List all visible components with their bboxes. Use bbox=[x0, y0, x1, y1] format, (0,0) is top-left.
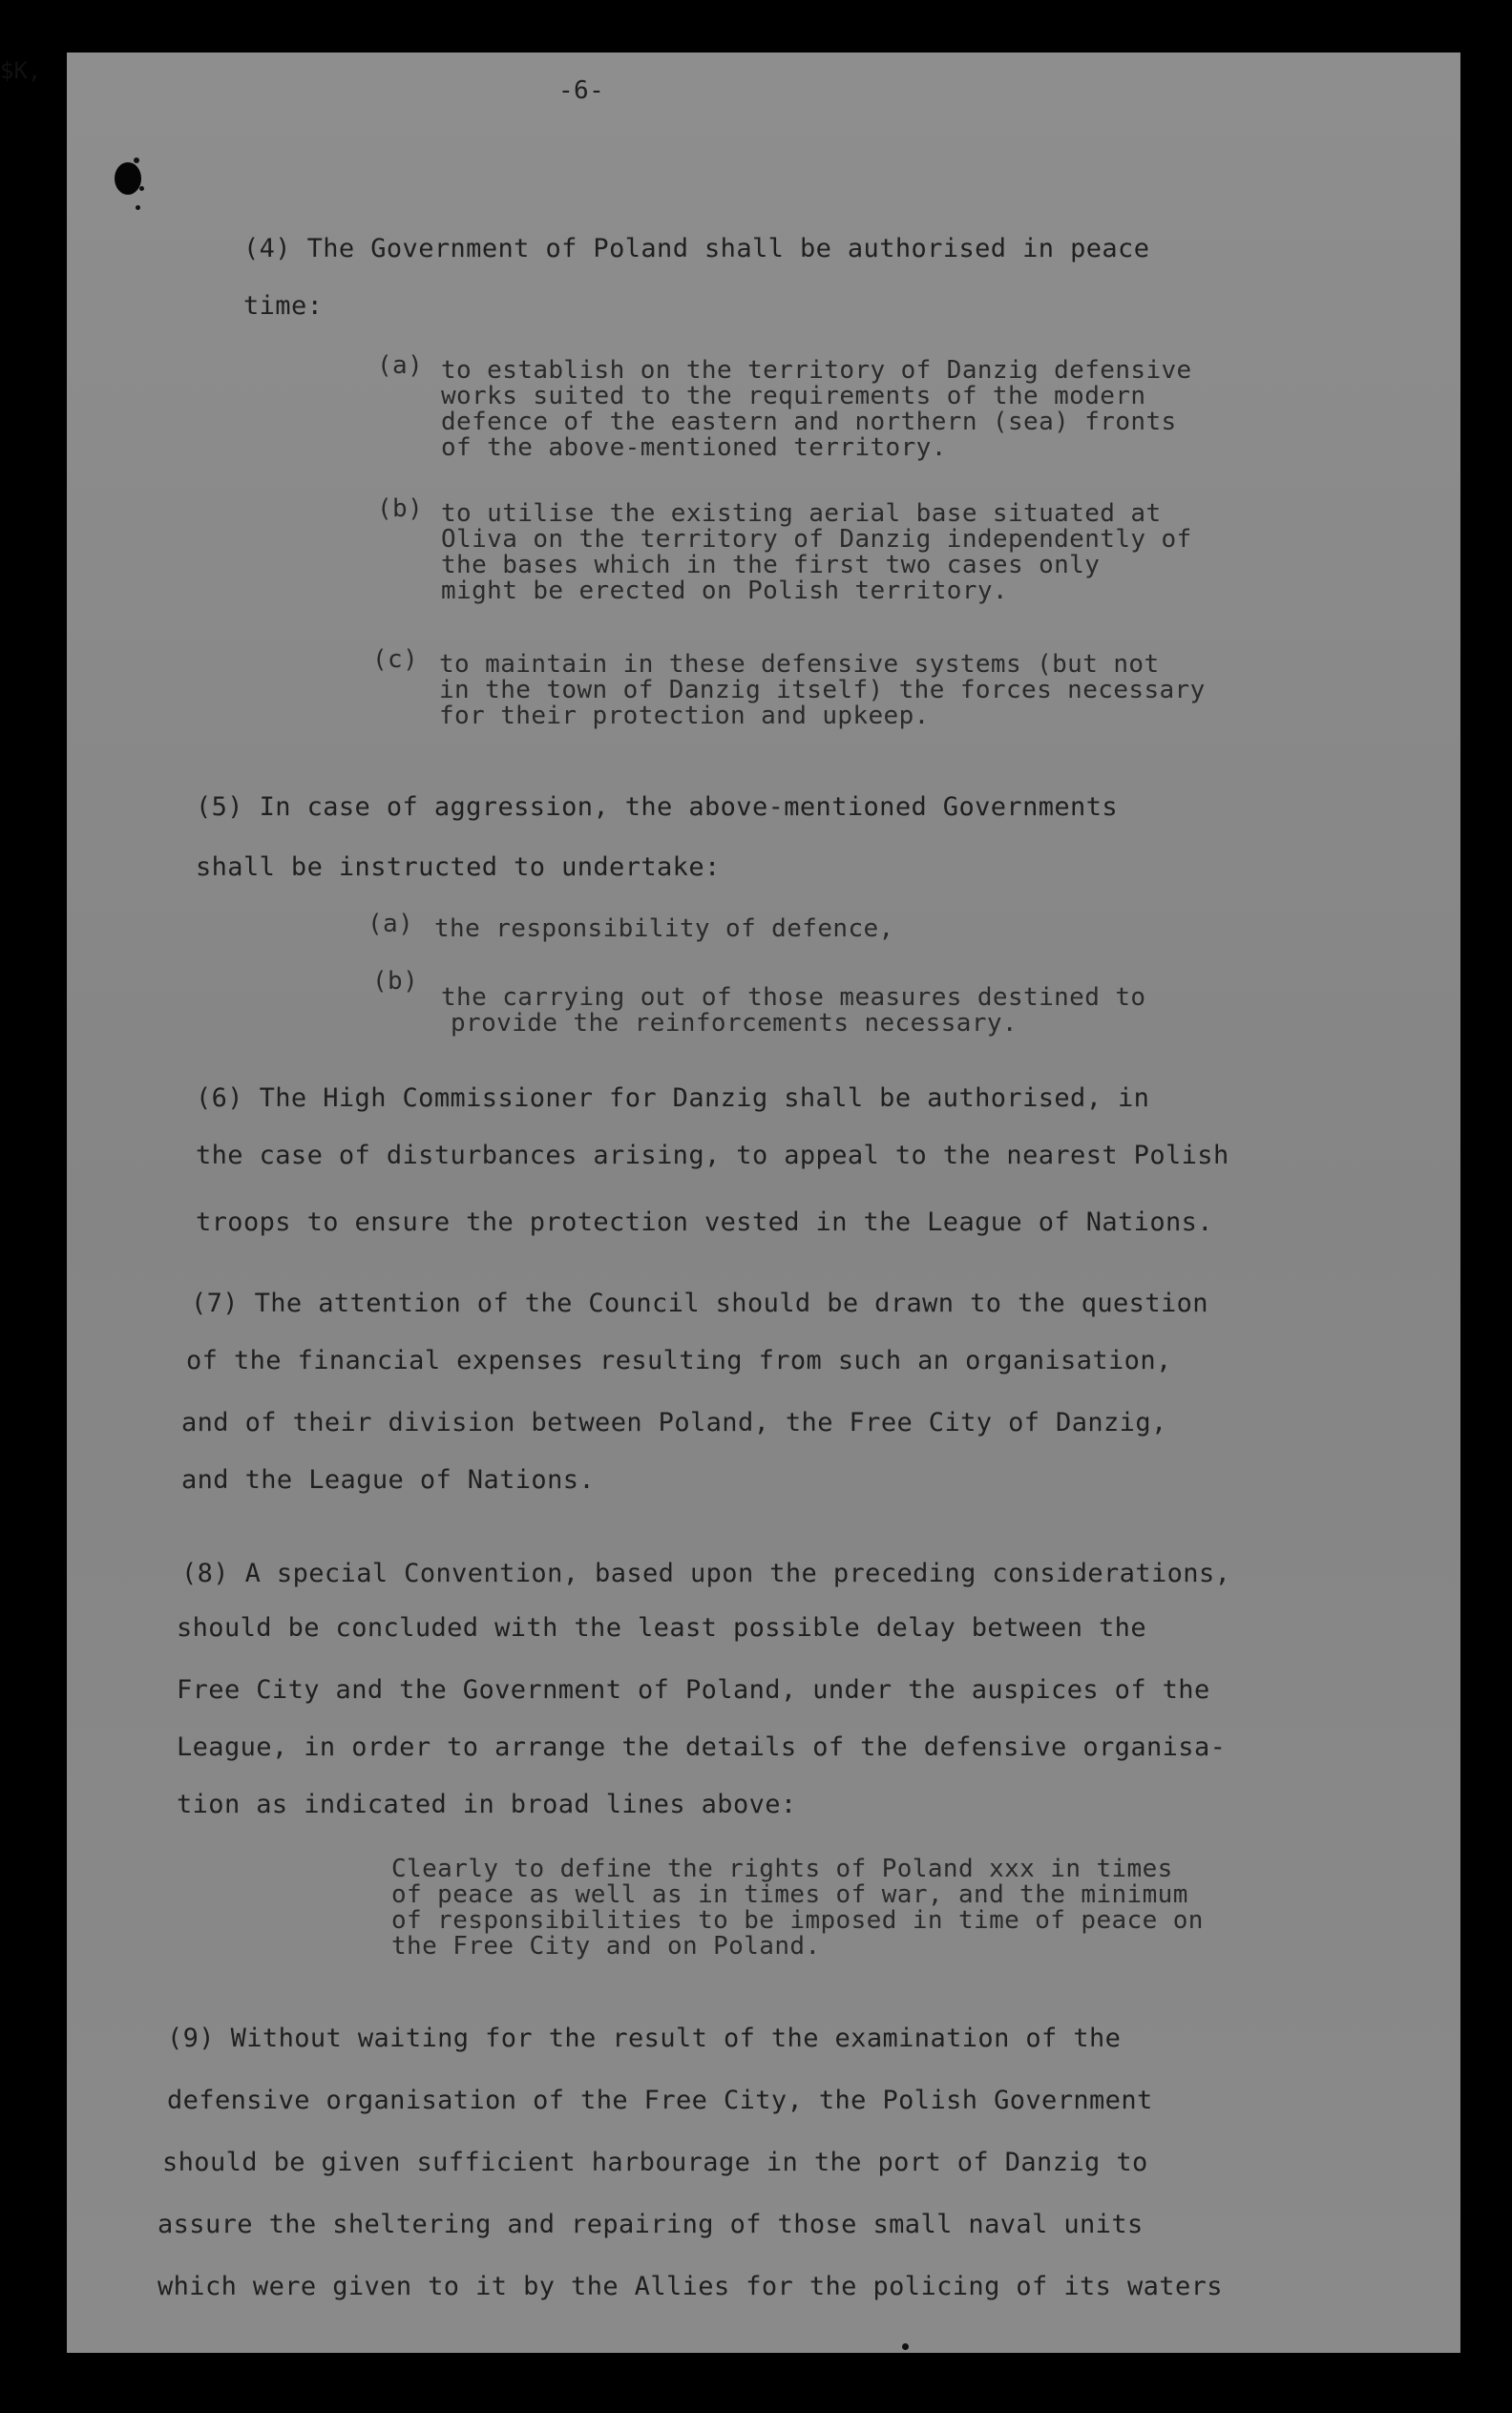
p8-sub-line3: of responsibilities to be imposed in time of peace on bbox=[391, 1906, 1204, 1935]
p7-line1: (7) The attention of the Council should be drawn to the question bbox=[191, 1289, 1208, 1318]
p8-line3: Free City and the Government of Poland, under the auspices of the bbox=[177, 1675, 1210, 1705]
p5-b-line1: the carrying out of those measures destined to bbox=[441, 983, 1146, 1012]
p6-line2: the case of disturbances arising, to appeal to the nearest Polish bbox=[196, 1141, 1229, 1170]
page-number: -6- bbox=[558, 76, 605, 105]
p5-b-line2: provide the reinforcements necessary. bbox=[451, 1009, 1018, 1038]
p8-sub-line4: the Free City and on Poland. bbox=[391, 1932, 821, 1961]
p4-a-line4: of the above-mentioned territory. bbox=[441, 433, 947, 462]
p8-line1: (8) A special Convention, based upon the preceding considerations, bbox=[181, 1559, 1231, 1588]
p4-b-label: (b) bbox=[377, 494, 424, 523]
p4-c-label: (c) bbox=[372, 645, 419, 674]
p7-line4: and the League of Nations. bbox=[181, 1465, 596, 1495]
p4-line2: time: bbox=[243, 291, 324, 321]
p8-sub-line2: of peace as well as in times of war, and the minimum bbox=[391, 1880, 1188, 1909]
p4-line1: (4) The Government of Poland shall be authorised in peace bbox=[243, 234, 1150, 263]
p5-a-text: the responsibility of defence, bbox=[434, 914, 894, 943]
p4-a-line3: defence of the eastern and northern (sea) fronts bbox=[441, 408, 1177, 436]
p6-line3: troops to ensure the protection vested in the League of Nations. bbox=[196, 1207, 1213, 1237]
p5-a-label: (a) bbox=[368, 910, 414, 938]
ink-speck bbox=[139, 186, 144, 191]
p4-c-line1: to maintain in these defensive systems (but not bbox=[439, 650, 1160, 679]
ink-speck bbox=[134, 157, 139, 163]
p4-a-line2: works suited to the requirements of the modern bbox=[441, 382, 1146, 410]
p8-line4: League, in order to arrange the details of the defensive organisa- bbox=[177, 1732, 1227, 1762]
corner-mark: $K, bbox=[0, 57, 42, 84]
p9-line1: (9) Without waiting for the result of the examination of the bbox=[167, 2024, 1122, 2053]
p4-b-line3: the bases which in the first two cases only bbox=[441, 551, 1101, 579]
p5-line2: shall be instructed to undertake: bbox=[196, 852, 721, 882]
p7-line3: and of their division between Poland, the Free City of Danzig, bbox=[181, 1408, 1167, 1437]
p9-line5: which were given to it by the Allies for the policing of its waters bbox=[158, 2272, 1223, 2301]
p9-line4: assure the sheltering and repairing of those small naval units bbox=[158, 2210, 1144, 2239]
p5-line1: (5) In case of aggression, the above-mentioned Governments bbox=[196, 792, 1119, 822]
p9-line3: should be given sufficient harbourage in the port of Danzig to bbox=[162, 2148, 1148, 2177]
ink-blot bbox=[115, 162, 141, 195]
p4-a-line1: to establish on the territory of Danzig defensive bbox=[441, 356, 1192, 385]
p8-sub-line1: Clearly to define the rights of Poland xxx in times bbox=[391, 1855, 1173, 1883]
p4-b-line4: might be erected on Polish territory. bbox=[441, 577, 1008, 605]
p8-line5: tion as indicated in broad lines above: bbox=[177, 1790, 797, 1819]
p9-line2: defensive organisation of the Free City, the Polish Government bbox=[167, 2086, 1153, 2115]
p4-a-label: (a) bbox=[377, 351, 424, 380]
p6-line1: (6) The High Commissioner for Danzig shall be authorised, in bbox=[196, 1083, 1150, 1113]
p4-c-line2: in the town of Danzig itself) the forces necessary bbox=[439, 676, 1206, 704]
p5-b-label: (b) bbox=[372, 967, 419, 996]
ink-speck bbox=[902, 2343, 909, 2350]
p4-c-line3: for their protection and upkeep. bbox=[439, 702, 930, 730]
ink-speck bbox=[136, 205, 140, 210]
p4-b-line2: Oliva on the territory of Danzig independently of bbox=[441, 525, 1192, 554]
p4-b-line1: to utilise the existing aerial base situated at bbox=[441, 499, 1162, 528]
p7-line2: of the financial expenses resulting from such an organisation, bbox=[186, 1346, 1172, 1375]
p8-line2: should be concluded with the least possible delay between the bbox=[177, 1613, 1146, 1643]
